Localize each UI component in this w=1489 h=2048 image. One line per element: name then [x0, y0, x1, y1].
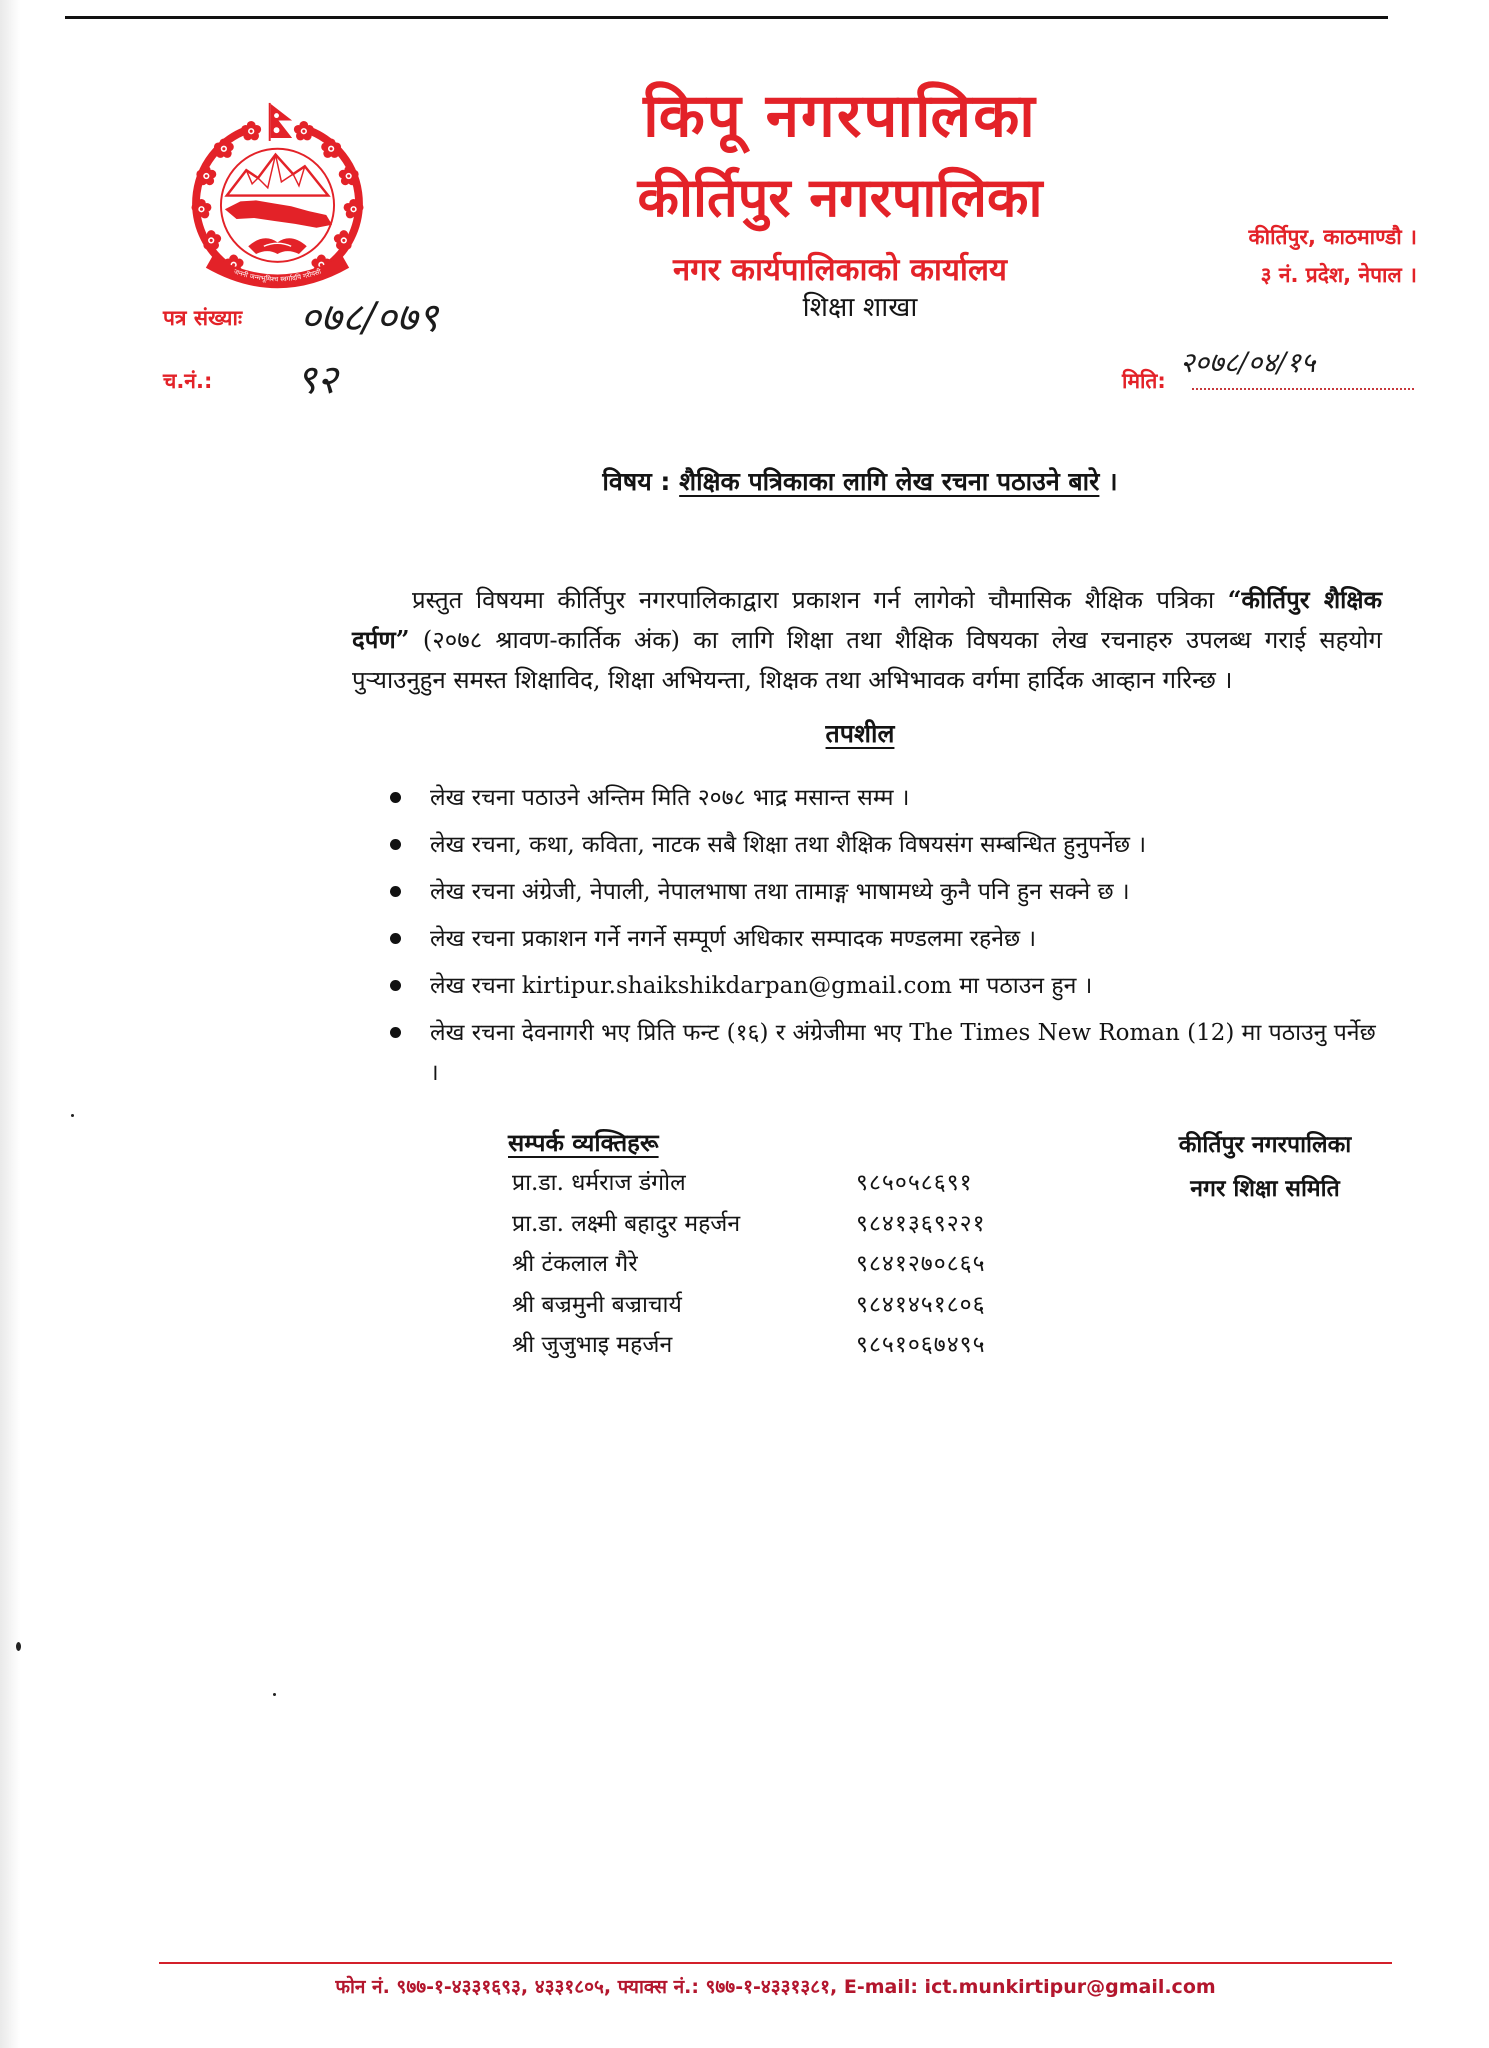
- contact-name: प्रा.डा. धर्मराज डंगोल: [512, 1170, 686, 1196]
- detail-text: लेख रचना kirtipur.shaikshikdarpan@gmail.com मा पठाउन हुन ।: [430, 973, 1093, 999]
- page-title: कीर्तिपुर नगरपालिका: [637, 166, 1043, 229]
- bullet-icon: [390, 886, 401, 897]
- list-item: [380, 872, 1390, 912]
- bullet-icon: [390, 1027, 401, 1038]
- contact-phone: ९८४१२७०८६५: [856, 1251, 986, 1277]
- detail-text: लेख रचना पठाउने अन्तिम मिति २०७८ भाद्र मसान्त सम्म ।: [430, 785, 910, 811]
- contact-phone: ९८५१०६७४९५: [856, 1332, 986, 1358]
- contact-phone: ९८४१३६९२२१: [856, 1210, 986, 1237]
- contact-section: [0, 1123, 1489, 1393]
- letter-body: [0, 462, 1489, 1393]
- date-dotted-line: [1192, 388, 1414, 390]
- dispatch-no-value: ९२: [296, 357, 338, 403]
- contact-name: श्री बज्रमुनी बज्राचार्य: [512, 1291, 682, 1318]
- list-item: [380, 1013, 1390, 1093]
- title-nepal-bhasa: किपू नगरपालिका: [643, 81, 1037, 151]
- list-item: [380, 825, 1390, 865]
- address: [1249, 218, 1417, 294]
- office-name: नगर कार्यपालिकाको कार्यालय: [673, 252, 1007, 288]
- contact-row: [512, 1325, 1489, 1366]
- footer-contact: फोन नं. ९७७-१-४३३१६९३, ४३३१८०५, फ्याक्स नं.: ९७७-१-४३३१३८१, E-mail: ict.munkirtipur@gmail.com: [335, 1976, 1216, 1998]
- top-rule: [65, 16, 1388, 19]
- contact-name: श्री टंकलाल गैरे: [512, 1251, 638, 1277]
- emblem-flag: [270, 103, 292, 141]
- contact-phone: ९८४१४५१८०६: [856, 1291, 986, 1318]
- detail-text: लेख रचना, कथा, कविता, नाटक सबै शिक्षा तथा शैक्षिक विषयसंग सम्बन्धित हुनुपर्नेछ ।: [430, 832, 1147, 858]
- letter-no-label: पत्र संख्याः: [163, 306, 243, 330]
- contact-name: प्रा.डा. लक्ष्मी बहादुर महर्जन: [512, 1210, 741, 1237]
- detail-text: लेख रचना प्रकाशन गर्ने नगर्ने सम्पूर्ण अधिकार सम्पादक मण्डलमा रहनेछ ।: [430, 926, 1037, 952]
- contact-phone: ९८५०५८६९१: [856, 1170, 973, 1196]
- signature-line: कीर्तिपुर नगरपालिका: [1178, 1132, 1352, 1158]
- scan-mark: [273, 1693, 276, 1696]
- scan-mark: [16, 1642, 21, 1651]
- list-item: [380, 778, 1390, 818]
- contacts-heading: सम्पर्क व्यक्तिहरू: [508, 1129, 659, 1157]
- subject-end: ।: [1099, 467, 1118, 496]
- bullet-icon: [390, 980, 401, 991]
- list-item: [380, 919, 1390, 959]
- footer-rule: [159, 1962, 1392, 1964]
- address-line: ३ नं. प्रदेश, नेपाल ।: [1260, 263, 1417, 287]
- list-item: [380, 966, 1390, 1006]
- details-list: [380, 778, 1390, 1093]
- address-line: कीर्तिपुर, काठमाण्डौ ।: [1248, 225, 1417, 249]
- contact-row: [512, 1244, 1489, 1285]
- subject-line: [480, 462, 1240, 502]
- nepal-emblem-icon: [180, 100, 375, 295]
- bullet-icon: [390, 933, 401, 944]
- body-text: (२०७८ श्रावण-कार्तिक अंक) का लागि शिक्षा तथा शैक्षिक विषयका लेख रचनाहरु उपलब्ध गराई सहयोग पुऱ्याउनुहुन समस्त शिक्षाविद, शिक्षा अभियन्ता, शिक्षक तथा अभिभावक वर्गमा हार्दिक आव्हान गरिन्छ ।: [352, 626, 1382, 694]
- dispatch-no-label: च.नं.:: [163, 369, 213, 393]
- bullet-icon: [390, 839, 401, 850]
- section-name: शिक्षा शाखा: [802, 292, 918, 323]
- emblem-motto: जननी जन्मभूमिश्च स्वर्गादपि गरीयसी: [232, 267, 323, 284]
- subject-text: शैक्षिक पत्रिकाका लागि लेख रचना पठाउने बारे: [679, 467, 1100, 496]
- body-text: प्रस्तुत विषयमा कीर्तिपुर नगरपालिकाद्वारा प्रकाशन गर्न लागेको चौमासिक शैक्षिक पत्रिका: [412, 586, 1215, 614]
- body-paragraph: [352, 580, 1382, 700]
- contact-name: श्री जुजुभाइ महर्जन: [512, 1332, 673, 1358]
- details-heading: तपशील: [825, 719, 895, 748]
- contact-row: [512, 1285, 1489, 1326]
- signature-block: [1130, 1123, 1400, 1211]
- detail-text: लेख रचना देवनागरी भए प्रिति फन्ट (१६) र अंग्रेजीमा भए The Times New Roman (12) मा पठाउनु पर्नेछ ।: [430, 1020, 1376, 1086]
- date-value: २०७८/०४/१५: [1180, 346, 1316, 379]
- magazine-title: “कीर्तिपुर शैक्षिक दर्पण”: [352, 585, 1383, 654]
- bullet-icon: [390, 792, 401, 803]
- date-label: मिति:: [1122, 369, 1166, 393]
- subject-label: विषय :: [602, 467, 671, 496]
- signature-line: नगर शिक्षा समिति: [1190, 1176, 1340, 1202]
- detail-text: लेख रचना अंग्रेजी, नेपाली, नेपालभाषा तथा तामाङ्ग भाषामध्ये कुनै पनि हुन सक्ने छ ।: [430, 879, 1130, 905]
- letter-no-value: ०७८/०७९: [300, 295, 439, 341]
